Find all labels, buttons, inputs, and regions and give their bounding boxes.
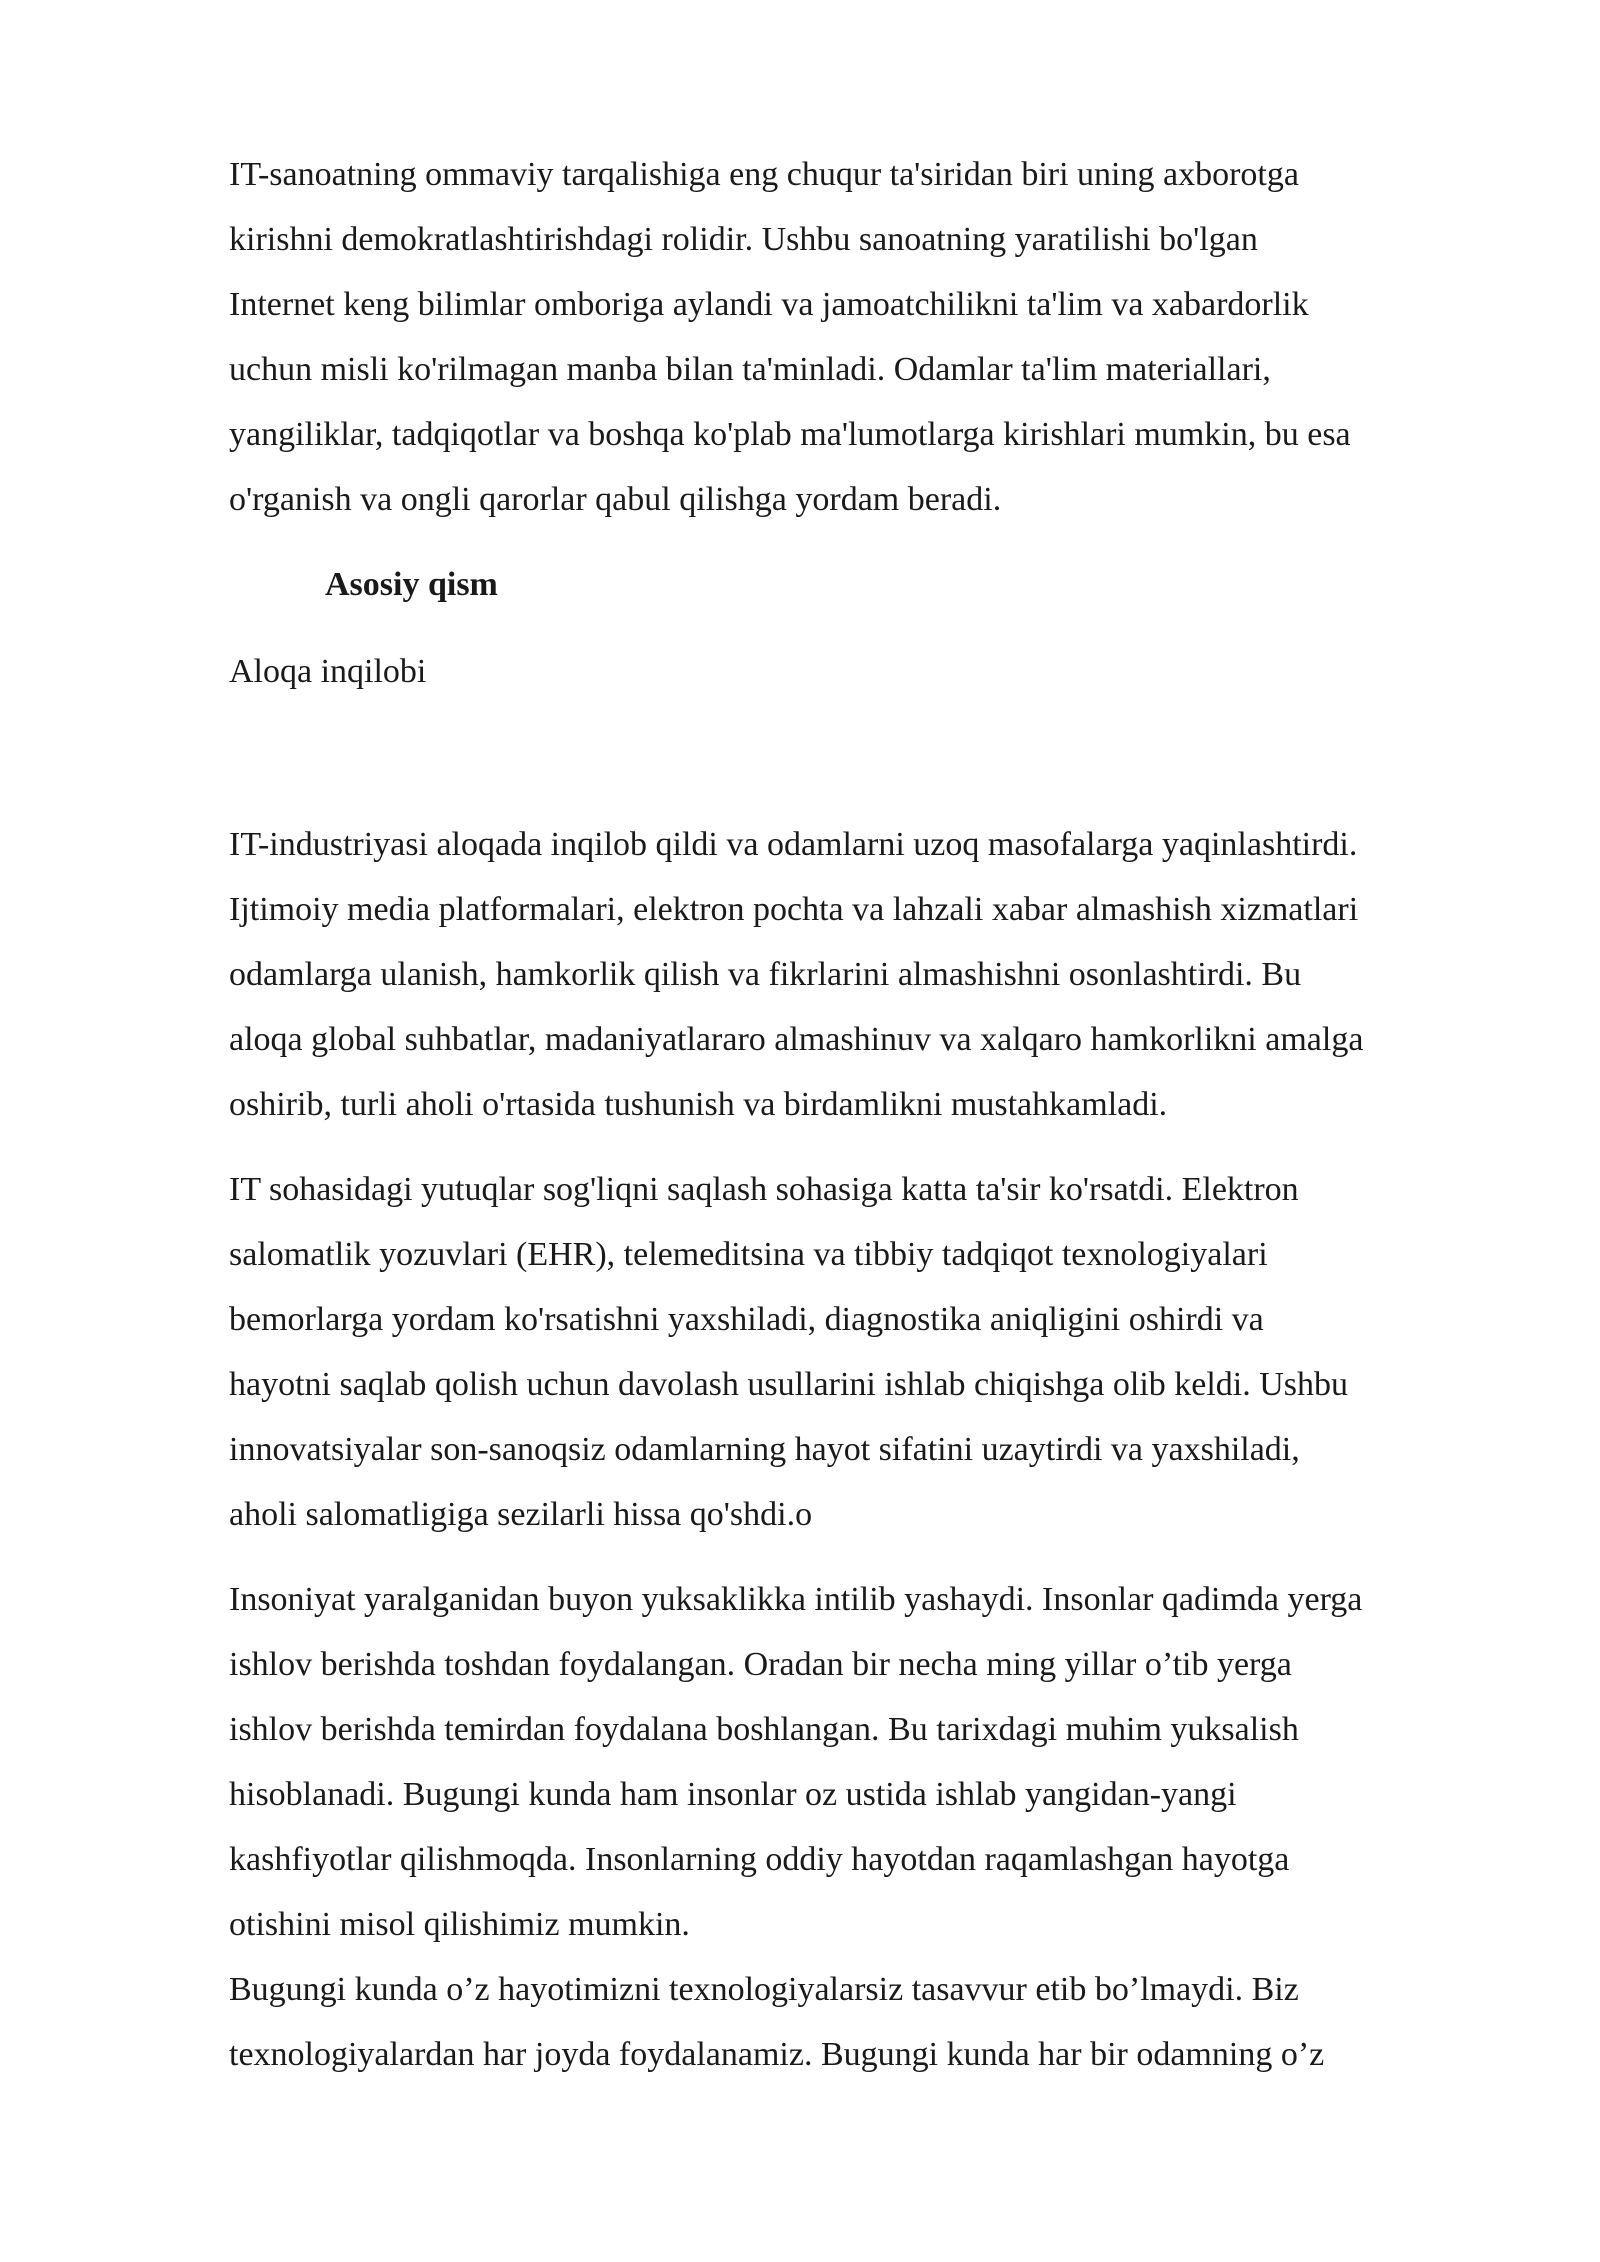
paragraph-line: yangiliklar, tadqiqotlar va boshqa ko'plab ma'lumotlarga kirishlari mumkin, bu esa: [229, 416, 1351, 453]
paragraph-line: aholi salomatligiga sezilarli hissa qo'shdi.o: [229, 1496, 813, 1533]
paragraph-line: hisoblanadi. Bugungi kunda ham insonlar oz ustida ishlab yangidan-yangi: [229, 1776, 1237, 1813]
paragraph-line: o'rganish va ongli qarorlar qabul qilishga yordam beradi.: [229, 481, 1002, 518]
paragraph-line: aloqa global suhbatlar, madaniyatlararo almashinuv va xalqaro hamkorlikni amalga: [229, 1021, 1364, 1058]
section-heading: Asosiy qism: [325, 566, 498, 603]
section-subheading: Aloqa inqilobi: [229, 653, 427, 690]
paragraph-line: bemorlarga yordam ko'rsatishni yaxshiladi, diagnostika aniqligini oshirdi va: [229, 1301, 1264, 1338]
paragraph-line: Ijtimoiy media platformalari, elektron pochta va lahzali xabar almashish xizmatlari: [229, 891, 1359, 928]
paragraph-line: IT-industriyasi aloqada inqilob qildi va odamlarni uzoq masofalarga yaqinlashtirdi.: [229, 826, 1358, 863]
paragraph-line: odamlarga ulanish, hamkorlik qilish va fikrlarini almashishni osonlashtirdi. Bu: [229, 956, 1302, 993]
paragraph-line: IT sohasidagi yutuqlar sog'liqni saqlash sohasiga katta ta'sir ko'rsatdi. Elektron: [229, 1171, 1299, 1208]
paragraph-line: kirishni demokratlashtirishdagi rolidir. Ushbu sanoatning yaratilishi bo'lgan: [229, 221, 1258, 258]
paragraph-line: hayotni saqlab qolish uchun davolash usullarini ishlab chiqishga olib keldi. Ushbu: [229, 1366, 1349, 1403]
paragraph-line: salomatlik yozuvlari (EHR), telemeditsina va tibbiy tadqiqot texnologiyalari: [229, 1236, 1268, 1273]
paragraph-line: Bugungi kunda o’z hayotimizni texnologiyalarsiz tasavvur etib bo’lmaydi. Biz: [229, 1971, 1299, 2008]
paragraph-line: IT-sanoatning ommaviy tarqalishiga eng chuqur ta'siridan biri uning axborotga: [229, 156, 1299, 193]
paragraph-line: kashfiyotlar qilishmoqda. Insonlarning oddiy hayotdan raqamlashgan hayotga: [229, 1841, 1290, 1878]
paragraph-line: otishini misol qilishimiz mumkin.: [229, 1906, 690, 1943]
paragraph-line: innovatsiyalar son-sanoqsiz odamlarning hayot sifatini uzaytirdi va yaxshiladi,: [229, 1431, 1300, 1468]
paragraph-line: Internet keng bilimlar omboriga aylandi va jamoatchilikni ta'lim va xabardorlik: [229, 286, 1309, 323]
paragraph-line: ishlov berishda toshdan foydalangan. Oradan bir necha ming yillar o’tib yerga: [229, 1646, 1292, 1683]
paragraph-line: Insoniyat yaralganidan buyon yuksaklikka intilib yashaydi. Insonlar qadimda yerga: [229, 1581, 1363, 1618]
paragraph-line: texnologiyalardan har joyda foydalanamiz. Bugungi kunda har bir odamning o’z: [229, 2036, 1325, 2073]
paragraph-line: uchun misli ko'rilmagan manba bilan ta'minladi. Odamlar ta'lim materiallari,: [229, 351, 1271, 388]
paragraph-line: ishlov berishda temirdan foydalana boshlangan. Bu tarixdagi muhim yuksalish: [229, 1711, 1299, 1748]
paragraph-line: oshirib, turli aholi o'rtasida tushunish va birdamlikni mustahkamladi.: [229, 1086, 1168, 1123]
